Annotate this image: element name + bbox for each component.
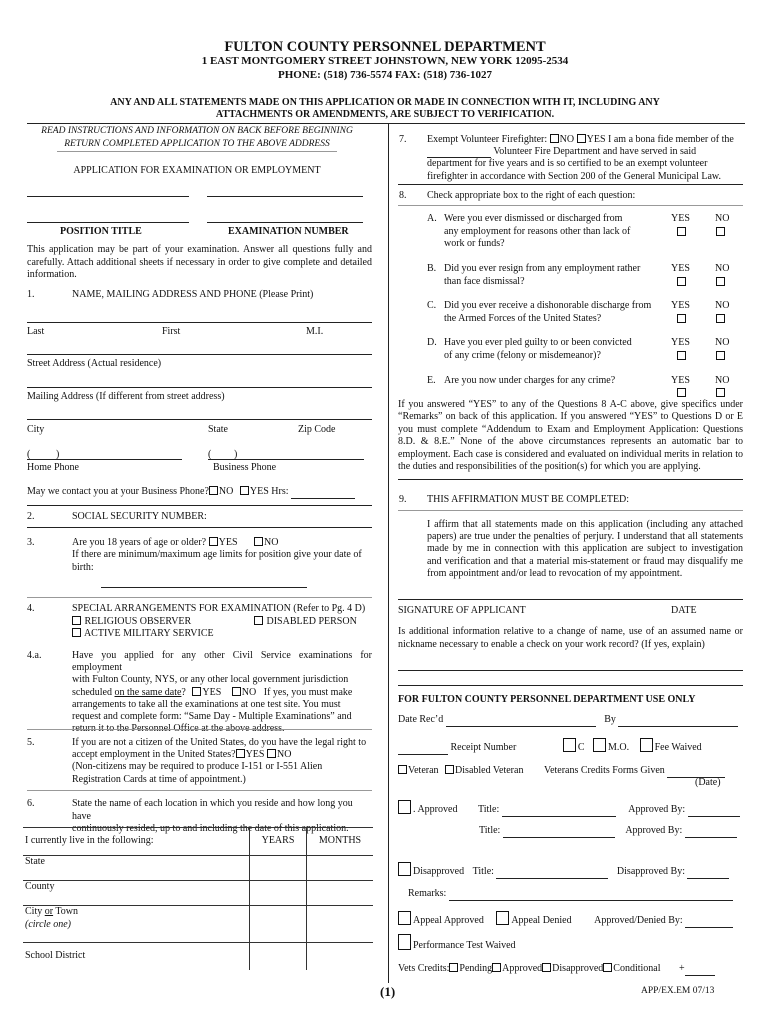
signature-label: SIGNATURE OF APPLICANT: [398, 605, 526, 616]
residence-school-district-months[interactable]: [307, 943, 374, 970]
residence-row-county: [23, 881, 373, 906]
q7-firefighter-label: Exempt Volunteer Firefighter:: [427, 134, 548, 145]
residence-city-town-label: [23, 906, 250, 943]
q4a-line-6: return it to the Personnel Office at the above address.: [72, 723, 285, 735]
q8-c-line-2: the Armed Forces of the United States?: [444, 312, 602, 324]
disabled-person-checkbox[interactable]: [254, 616, 263, 625]
residence-header-location: I currently live in the following:: [23, 828, 250, 856]
disabled-person-label: DISABLED PERSON: [266, 616, 357, 627]
firefighter-no-checkbox[interactable]: [550, 134, 559, 143]
conditional-checkbox[interactable]: [603, 963, 612, 972]
q5-number: 5.: [27, 737, 35, 748]
approved-title-field-2[interactable]: [503, 837, 615, 838]
age-no-label: NO: [264, 537, 279, 548]
q8-c-letter: C.: [427, 300, 437, 311]
disapproved-by-field[interactable]: [687, 878, 729, 879]
statement-line-1: ANY AND ALL STATEMENTS MADE ON THIS APPLICATION OR MADE IN CONNECTION WITH IT, INCLUDING ANY: [110, 97, 660, 108]
vets-credits-label: Vets Credits:: [398, 963, 450, 974]
q8-c-no-option: [716, 314, 726, 327]
q8-label: Check appropriate box to the right of each question:: [427, 190, 636, 201]
disapproved-title-field[interactable]: [496, 878, 608, 879]
q8-c-yes-option: [677, 314, 687, 327]
street-address-field[interactable]: [27, 354, 372, 355]
q9-label: THIS AFFIRMATION MUST BE COMPLETED:: [427, 494, 630, 505]
residence-state-months[interactable]: [307, 856, 374, 881]
contact-business-question: [27, 486, 355, 499]
q7-line-2-text: Volunteer Fire Department and have served in said: [493, 146, 697, 158]
q9-number: 9.: [399, 494, 407, 505]
q8-d-yes-label: YES: [671, 337, 690, 348]
residence-row-state: [23, 856, 373, 881]
business-area-code-open: (: [208, 449, 212, 460]
name-field[interactable]: [27, 322, 372, 323]
office-use-title: FOR FULTON COUNTY PERSONNEL DEPARTMENT USE ONLY: [398, 694, 696, 705]
date-received-label: Date Rec’d: [398, 714, 444, 725]
city-or-town-text: [25, 906, 247, 919]
cash-label: C: [577, 742, 585, 753]
q8-d-no-label: NO: [715, 337, 730, 348]
performance-test-checkbox[interactable]: [398, 934, 411, 950]
appeal-row: [398, 911, 733, 928]
approved-by-field-2[interactable]: [685, 837, 737, 838]
q8-b-yes-option: [677, 277, 687, 290]
or-word: or: [44, 906, 54, 917]
mailing-address-field[interactable]: [27, 387, 372, 388]
money-order-checkbox[interactable]: [593, 738, 606, 752]
disabled-person-option: [254, 616, 357, 629]
residence-county-label: County: [23, 881, 250, 906]
appeal-denied-checkbox[interactable]: [496, 911, 509, 925]
city-word: City: [25, 906, 45, 917]
receipt-number-field[interactable]: [398, 754, 448, 755]
street-address-label: Street Address (Actual residence): [27, 358, 162, 369]
home-area-code-close: ): [56, 449, 60, 460]
disapproved-label: Disapproved: [413, 866, 465, 877]
fee-waived-label: Fee Waived: [654, 742, 702, 753]
instructions-line-1: READ INSTRUCTIONS AND INFORMATION ON BACK BEFORE BEGINNING: [41, 126, 353, 136]
q8-d-yes-option: [677, 351, 687, 364]
home-phone-label: Home Phone: [27, 462, 79, 473]
remarks-label: Remarks:: [408, 888, 447, 899]
religious-observer-option: [72, 616, 191, 629]
q5-line-4: Registration Cards at time of appointment.): [72, 773, 246, 785]
q8-a-line-2: any employment for reasons other than lack of: [444, 225, 631, 237]
q3-question: [72, 537, 278, 550]
q8-b-yes-label: YES: [671, 263, 690, 274]
q5-line-1: If you are not a citizen of the United States, do you have the legal right to: [72, 737, 367, 748]
q8-a-no-checkbox[interactable]: [716, 227, 725, 236]
exam-number-field-2[interactable]: [207, 222, 363, 223]
q8-divider: [398, 205, 743, 206]
performance-row: [398, 934, 516, 953]
approved-row-2: [479, 825, 737, 838]
business-area-code-close: ): [234, 449, 238, 460]
circle-one-note: (circle one): [25, 918, 71, 930]
q8-e-no-label: NO: [715, 375, 730, 386]
q8-a-yes-option: [677, 227, 687, 240]
q8-a-no-label: NO: [715, 213, 730, 224]
business-phone-field[interactable]: [208, 459, 364, 460]
q8-c-line-1: Did you ever receive a dishonorable discharge from: [444, 300, 652, 311]
remarks-row: [408, 888, 733, 901]
credits-approved-label: Approved: [502, 963, 543, 974]
appeal-approved-label: Appeal Approved: [413, 915, 484, 926]
pending-checkbox[interactable]: [449, 963, 458, 972]
residence-county-months[interactable]: [307, 881, 374, 906]
q8-b-text: [444, 263, 664, 288]
q8-c-no-label: NO: [715, 300, 730, 311]
q8-b-line-1: Did you ever resign from any employment rather: [444, 263, 641, 274]
approved-title-label-2: Title:: [479, 825, 501, 836]
q8-d-text: [444, 337, 664, 362]
receipt-row: [398, 738, 702, 755]
q8-c-yes-checkbox[interactable]: [677, 314, 686, 323]
legal-right-no-label: NO: [276, 749, 292, 761]
q7-line-3: department for five years and is so certified to be an exempt volunteer: [427, 158, 708, 170]
instructions-underline: [57, 151, 337, 152]
q8-number: 8.: [399, 190, 407, 201]
application-title: APPLICATION FOR EXAMINATION OR EMPLOYMENT: [73, 165, 321, 176]
q4a-if-yes: If yes, you must make: [263, 686, 353, 698]
q7-bona-fide: I am a bona fide member of the: [608, 134, 734, 145]
active-military-option: [72, 628, 214, 641]
disapproved-by-label: Disapproved By:: [616, 866, 685, 877]
q8-e-line-1: Are you now under charges for any crime?: [444, 375, 616, 386]
q8-b-line-2: than face dismissal?: [444, 275, 525, 287]
veteran-checkbox[interactable]: [398, 765, 407, 774]
firefighter-yes-checkbox[interactable]: [577, 134, 586, 143]
q8-e-yes-checkbox[interactable]: [677, 388, 686, 397]
q8-a-no-option: [716, 227, 726, 240]
instructions-line-2: RETURN COMPLETED APPLICATION TO THE ABOVE ADDRESS: [64, 139, 330, 149]
signature-field[interactable]: [398, 599, 743, 600]
q8-a-text: [444, 213, 664, 251]
same-date-no-label: NO: [241, 686, 257, 698]
form-title: FULTON COUNTY PERSONNEL DEPARTMENT: [224, 39, 546, 55]
approved-by-label-1: Approved By:: [628, 804, 686, 815]
credits-points-field[interactable]: [685, 975, 715, 976]
q4a-question: [72, 650, 372, 735]
date-received-row: [398, 714, 738, 727]
q8-e-letter: E.: [427, 375, 436, 386]
approved-checkbox[interactable]: [398, 800, 411, 814]
appeal-denied-label: Appeal Denied: [511, 915, 572, 926]
q8-a-letter: A.: [427, 213, 437, 224]
received-by-label: By: [604, 714, 616, 725]
q7-line-1: [427, 134, 743, 146]
residence-county-years[interactable]: [250, 881, 307, 906]
residence-header-years: YEARS: [250, 828, 307, 856]
date-of-birth-field[interactable]: [101, 587, 307, 588]
age-yes-label: YES: [218, 537, 238, 548]
approved-title-label: Title:: [477, 804, 500, 815]
contact-no-label: NO: [218, 486, 234, 497]
residence-header-row: [23, 828, 373, 856]
religious-observer-label: RELIGIOUS OBSERVER: [84, 616, 192, 627]
section-divider-3: [27, 597, 372, 598]
contact-hours-field[interactable]: [291, 498, 355, 499]
q2-label: SOCIAL SECURITY NUMBER:: [72, 511, 207, 522]
firefighter-yes-label: YES: [586, 134, 606, 145]
mailing-address-label: Mailing Address (If different from street address): [27, 391, 225, 402]
last-name-label: Last: [27, 326, 45, 337]
residence-school-district-years[interactable]: [250, 943, 307, 970]
town-word: Town: [53, 906, 79, 917]
q6-line-1: State the name of each location in which you reside and how long you have: [72, 798, 353, 822]
affirmation-text: I affirm that all statements made on this application (including any attached papers) are true under the penalties of perjury. I understand that all statements made by me in connection with this application are subject to investigation and verification and that a material mis-statement or fraud may disqualify me from appointment and/or lead to revocation of my appointment.: [427, 519, 743, 579]
q8-a-line-1: Were you ever dismissed or discharged from: [444, 213, 623, 224]
zip-code-label: Zip Code: [298, 424, 336, 435]
q8-a-line-3: work or funds?: [444, 238, 505, 249]
disapproved-checkbox[interactable]: [398, 862, 411, 876]
q7-line-2: [427, 146, 743, 158]
form-code: APP/EX.EM 07/13: [641, 986, 715, 996]
signature-date-label: DATE: [671, 605, 697, 616]
statement-line-2: ATTACHMENTS OR AMENDMENTS, ARE SUBJECT TO VERIFICATION.: [215, 109, 555, 120]
q9-divider: [398, 510, 743, 511]
same-date-no-checkbox[interactable]: [232, 687, 241, 696]
same-date-yes-checkbox[interactable]: [192, 687, 201, 696]
q8-d-no-checkbox[interactable]: [716, 351, 725, 360]
home-area-code-open: (: [27, 449, 31, 460]
disabled-veteran-checkbox[interactable]: [445, 765, 454, 774]
legal-right-no-checkbox[interactable]: [267, 749, 276, 758]
residence-city-town-months[interactable]: [307, 906, 374, 943]
section-divider-4: [27, 729, 372, 730]
approved-by-label-2: Approved By:: [625, 825, 683, 836]
exam-number-field-1[interactable]: [207, 196, 363, 197]
q8-d-letter: D.: [427, 337, 437, 348]
q4a-question-mark: ?: [181, 686, 186, 698]
q8-instructions-note: If you answered “YES” to any of the Questions 8 A-C above, give specifics under “Remarks” on back of this application. If you answered “YES” to Questions D or E you must complete “Addendum to Exam and Employment Application: Questions 8.D. & 8.E.” None of the above circumstances represents an automatic bar to employment. Each case is considered and evaluated on individual merits in relation to the duties and responsibilities of the position(s) for which you are applying.: [398, 399, 743, 472]
approved-label: . Approved: [413, 804, 458, 815]
q8-b-no-checkbox[interactable]: [716, 277, 725, 286]
first-name-label: First: [162, 326, 181, 337]
q5-question: [72, 737, 372, 786]
q8-a-yes-label: YES: [671, 213, 690, 224]
money-order-label: M.O.: [607, 742, 630, 753]
residence-row-city-town: [23, 906, 373, 943]
position-title-label: POSITION TITLE: [60, 226, 142, 237]
age-no-checkbox[interactable]: [254, 537, 263, 546]
q8-c-yes-label: YES: [671, 300, 690, 311]
q4a-line-4: arrangements to take all the examinations at one test site. You must: [72, 698, 341, 710]
remarks-field[interactable]: [449, 900, 733, 901]
residence-table: [23, 827, 373, 970]
q7-divider: [398, 184, 743, 185]
exam-number-label: EXAMINATION NUMBER: [228, 226, 349, 237]
credits-disapproved-checkbox[interactable]: [542, 963, 551, 972]
receipt-number-label: Receipt Number: [450, 742, 517, 753]
q7-question: [427, 134, 743, 183]
q8-b-no-label: NO: [715, 263, 730, 274]
legal-right-yes-label: YES: [245, 749, 265, 761]
position-title-field-1[interactable]: [27, 196, 189, 197]
q8-e-text: [444, 375, 664, 388]
column-divider: [388, 123, 389, 983]
q4a-line-1: Have you applied for any other Civil Service examinations for employment: [72, 650, 372, 674]
department-phone-fax: PHONE: (518) 736-5574 FAX: (518) 736-1027: [278, 69, 492, 81]
vets-credits-row: [398, 963, 715, 976]
additional-info-field[interactable]: [398, 670, 743, 671]
credits-disapproved-label: Disapproved: [552, 963, 604, 974]
section-divider-2: [27, 505, 372, 506]
residence-state-label: State: [23, 856, 250, 881]
q8-b-no-option: [716, 277, 726, 290]
appeal-approved-checkbox[interactable]: [398, 911, 411, 925]
header-divider: [27, 123, 745, 124]
received-by-field[interactable]: [618, 726, 738, 727]
q8-d-yes-checkbox[interactable]: [677, 351, 686, 360]
q4a-line-2: with Fulton County, NYS, or any other local government jurisdiction: [72, 674, 349, 686]
firefighter-no-label: NO: [559, 134, 575, 145]
performance-test-label: Performance Test Waived: [413, 940, 516, 951]
residence-state-years[interactable]: [250, 856, 307, 881]
q5-line-3: (Non-citizens may be required to produce I-151 or I-551 Alien: [72, 761, 323, 773]
residence-row-school-district: [23, 943, 373, 970]
approved-title-field-1[interactable]: [502, 816, 616, 817]
q4-label: SPECIAL ARRANGEMENTS FOR EXAMINATION (Refer to Pg. 4 D): [72, 603, 366, 614]
vet-forms-label: Veterans Credits Forms Given: [543, 765, 665, 776]
q4a-line-3: [72, 687, 372, 699]
same-date-yes-label: YES: [202, 686, 222, 698]
ssn-field[interactable]: [27, 527, 372, 528]
q1-number: 1.: [27, 289, 35, 300]
pending-label: Pending: [459, 963, 493, 974]
q5-line-2: [72, 749, 372, 761]
approved-by-field-1[interactable]: [688, 816, 740, 817]
city-label: City: [27, 424, 45, 435]
q7-number: 7.: [399, 134, 407, 145]
q8-note-divider: [398, 479, 743, 480]
contact-yes-label: YES Hrs:: [249, 486, 289, 497]
approved-denied-by-label: Approved/Denied By:: [594, 915, 683, 926]
q4a-number: 4.a.: [27, 650, 42, 661]
q8-b-yes-checkbox[interactable]: [677, 277, 686, 286]
position-title-field-2[interactable]: [27, 222, 189, 223]
residence-city-town-years[interactable]: [250, 906, 307, 943]
contact-question-text: May we contact you at your Business Phone?: [27, 486, 209, 497]
legal-right-yes-checkbox[interactable]: [236, 749, 245, 758]
home-phone-field[interactable]: [27, 459, 182, 460]
active-military-label: ACTIVE MILITARY SERVICE: [83, 628, 214, 639]
q8-e-yes-label: YES: [671, 375, 690, 386]
q4a-line-5: request and complete form: “Same Day - Multiple Examinations” and: [72, 710, 352, 722]
additional-info-question: Is additional information relative to a change of name, use of an assumed name or nickname necessary to enable a check on your work record? (If yes, explain): [398, 626, 743, 650]
conditional-label: Conditional: [613, 963, 661, 974]
department-address: 1 EAST MONTGOMERY STREET JOHNSTOWN, NEW YORK 12095-2534: [201, 55, 569, 67]
office-use-divider: [398, 685, 743, 686]
approved-row: [398, 800, 740, 817]
q3-date-of-birth-note: If there are minimum/maximum age limits for position give your date of birth:: [72, 549, 362, 573]
vet-forms-date-label: (Date): [695, 777, 721, 788]
q4-number: 4.: [27, 603, 35, 614]
q4a-same-date: on the same date: [114, 686, 182, 698]
disapproved-title-label: Title:: [472, 866, 494, 877]
business-phone-label: Business Phone: [213, 462, 277, 473]
residence-header-months: MONTHS: [307, 828, 374, 856]
state-label: State: [208, 424, 228, 435]
q2-number: 2.: [27, 511, 35, 522]
q6-line-2: continuously resided, up to and including the date of this application.: [72, 823, 349, 834]
residence-school-district-label: School District: [23, 943, 250, 970]
q5-legal-right: accept employment in the United States?: [72, 749, 236, 761]
q8-b-letter: B.: [427, 263, 437, 274]
religious-observer-checkbox[interactable]: [72, 616, 81, 625]
active-military-checkbox[interactable]: [72, 628, 81, 637]
q8-d-no-option: [716, 351, 726, 364]
approved-denied-by-field[interactable]: [685, 927, 733, 928]
cash-checkbox[interactable]: [563, 738, 576, 752]
age-yes-checkbox[interactable]: [209, 537, 218, 546]
contact-yes-checkbox[interactable]: [240, 486, 249, 495]
q8-d-line-1: Have you ever pled guilty to or been convicted: [444, 337, 632, 348]
q7-line-4: firefighter in accordance with Section 200 of the General Municipal Law.: [427, 170, 721, 182]
disapproved-row: [398, 862, 729, 879]
credits-plus-sign: +: [679, 963, 685, 974]
q3-text: Are you 18 years of age or older?: [72, 537, 207, 548]
q8-c-no-checkbox[interactable]: [716, 314, 725, 323]
q1-label: NAME, MAILING ADDRESS AND PHONE (Please Print): [72, 289, 314, 300]
contact-no-checkbox[interactable]: [209, 486, 218, 495]
veteran-label: Veteran: [408, 765, 439, 776]
disabled-veteran-label: Disabled Veteran: [455, 765, 524, 776]
q3-number: 3.: [27, 537, 35, 548]
q8-a-yes-checkbox[interactable]: [677, 227, 686, 236]
q8-c-text: [444, 300, 664, 325]
veteran-row: [398, 765, 725, 778]
middle-initial-label: M.I.: [306, 326, 324, 337]
section-divider-5: [27, 790, 372, 791]
date-received-field[interactable]: [446, 726, 596, 727]
credits-approved-checkbox[interactable]: [492, 963, 501, 972]
q8-e-no-checkbox[interactable]: [716, 388, 725, 397]
city-state-zip-field[interactable]: [27, 419, 372, 420]
q8-d-line-2: of any crime (felony or misdemeanor)?: [444, 349, 601, 361]
page-number: (1): [380, 984, 396, 999]
q4a-scheduled: scheduled: [72, 686, 115, 698]
fee-waived-checkbox[interactable]: [640, 738, 653, 752]
intro-text: This application may be part of your examination. Answer all questions fully and carefully. Attach additional sheets if necessary in order to give complete and detailed information.: [27, 244, 372, 280]
q6-number: 6.: [27, 798, 35, 809]
